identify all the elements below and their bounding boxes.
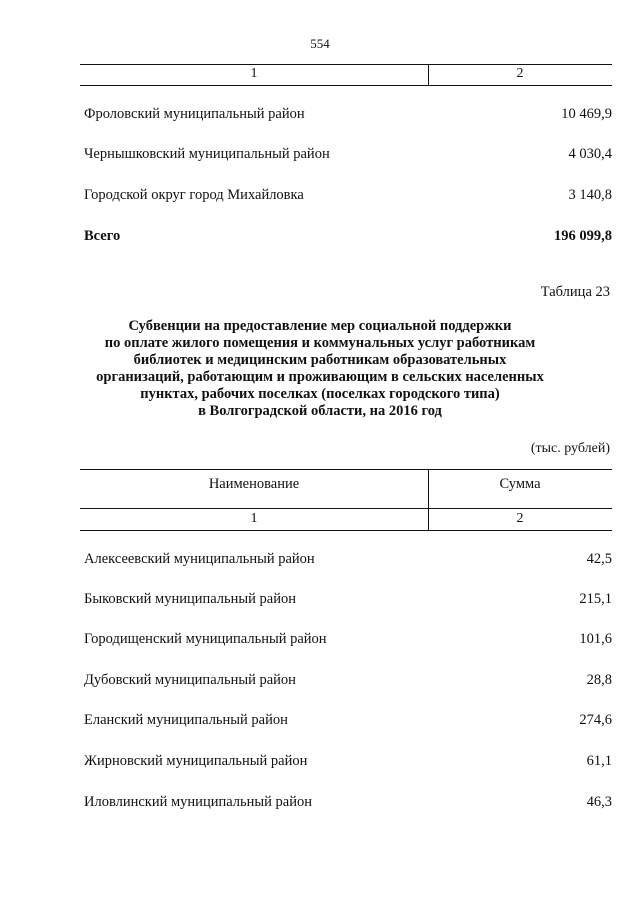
- table-label: Таблица 23: [540, 284, 610, 300]
- title-line: Субвенции на предоставление мер социальной поддержки: [128, 318, 512, 334]
- district-value: 10 469,9: [561, 106, 612, 122]
- district-name: Еланский муниципальный район: [84, 712, 288, 728]
- title-line: пунктах, рабочих поселках (поселках городского типа): [140, 386, 500, 402]
- district-name: Городской округ город Михайловка: [84, 187, 304, 203]
- district-value: 215,1: [579, 591, 612, 607]
- units-label: (тыс. рублей): [530, 441, 610, 456]
- district-name: Иловлинский муниципальный район: [84, 794, 312, 810]
- district-name: Дубовский муниципальный район: [84, 672, 296, 688]
- district-value: 4 030,4: [568, 146, 612, 162]
- column-number-2: 2: [516, 511, 524, 526]
- district-name: Фроловский муниципальный район: [84, 106, 305, 122]
- page-number: 554: [310, 36, 330, 51]
- header-middle-rule: [80, 508, 612, 509]
- district-name: Городищенский муниципальный район: [84, 631, 327, 647]
- column-number-1: 1: [250, 66, 258, 81]
- total-label: Всего: [84, 228, 121, 244]
- district-value: 101,6: [579, 631, 612, 647]
- column-header-sum: Сумма: [499, 476, 541, 492]
- column-number-2: 2: [516, 66, 524, 81]
- district-value: 274,6: [579, 712, 612, 728]
- header-top-rule: [80, 469, 612, 470]
- title-line: по оплате жилого помещения и коммунальных услуг работникам: [104, 335, 536, 351]
- title-line: в Волгоградской области, на 2016 год: [198, 403, 442, 419]
- title-line: библиотек и медицинским работникам образовательных: [133, 352, 507, 368]
- header-bottom-rule: [80, 530, 612, 531]
- district-name: Жирновский муниципальный район: [84, 753, 308, 769]
- district-name: Алексеевский муниципальный район: [84, 551, 315, 567]
- district-value: 46,3: [586, 794, 612, 810]
- district-name: Быковский муниципальный район: [84, 591, 296, 607]
- district-name: Чернышковский муниципальный район: [84, 146, 330, 162]
- column-number-1: 1: [250, 511, 258, 526]
- column-header-name: Наименование: [208, 476, 300, 492]
- header-top-rule: [80, 64, 612, 65]
- district-value: 61,1: [586, 753, 612, 769]
- header-bottom-rule: [80, 85, 612, 86]
- district-value: 3 140,8: [568, 187, 612, 203]
- total-value: 196 099,8: [554, 228, 612, 244]
- table-title: [60, 318, 580, 420]
- district-value: 28,8: [586, 672, 612, 688]
- district-value: 42,5: [586, 551, 612, 567]
- title-line: организаций, работающим и проживающим в сельских населенных: [96, 369, 544, 385]
